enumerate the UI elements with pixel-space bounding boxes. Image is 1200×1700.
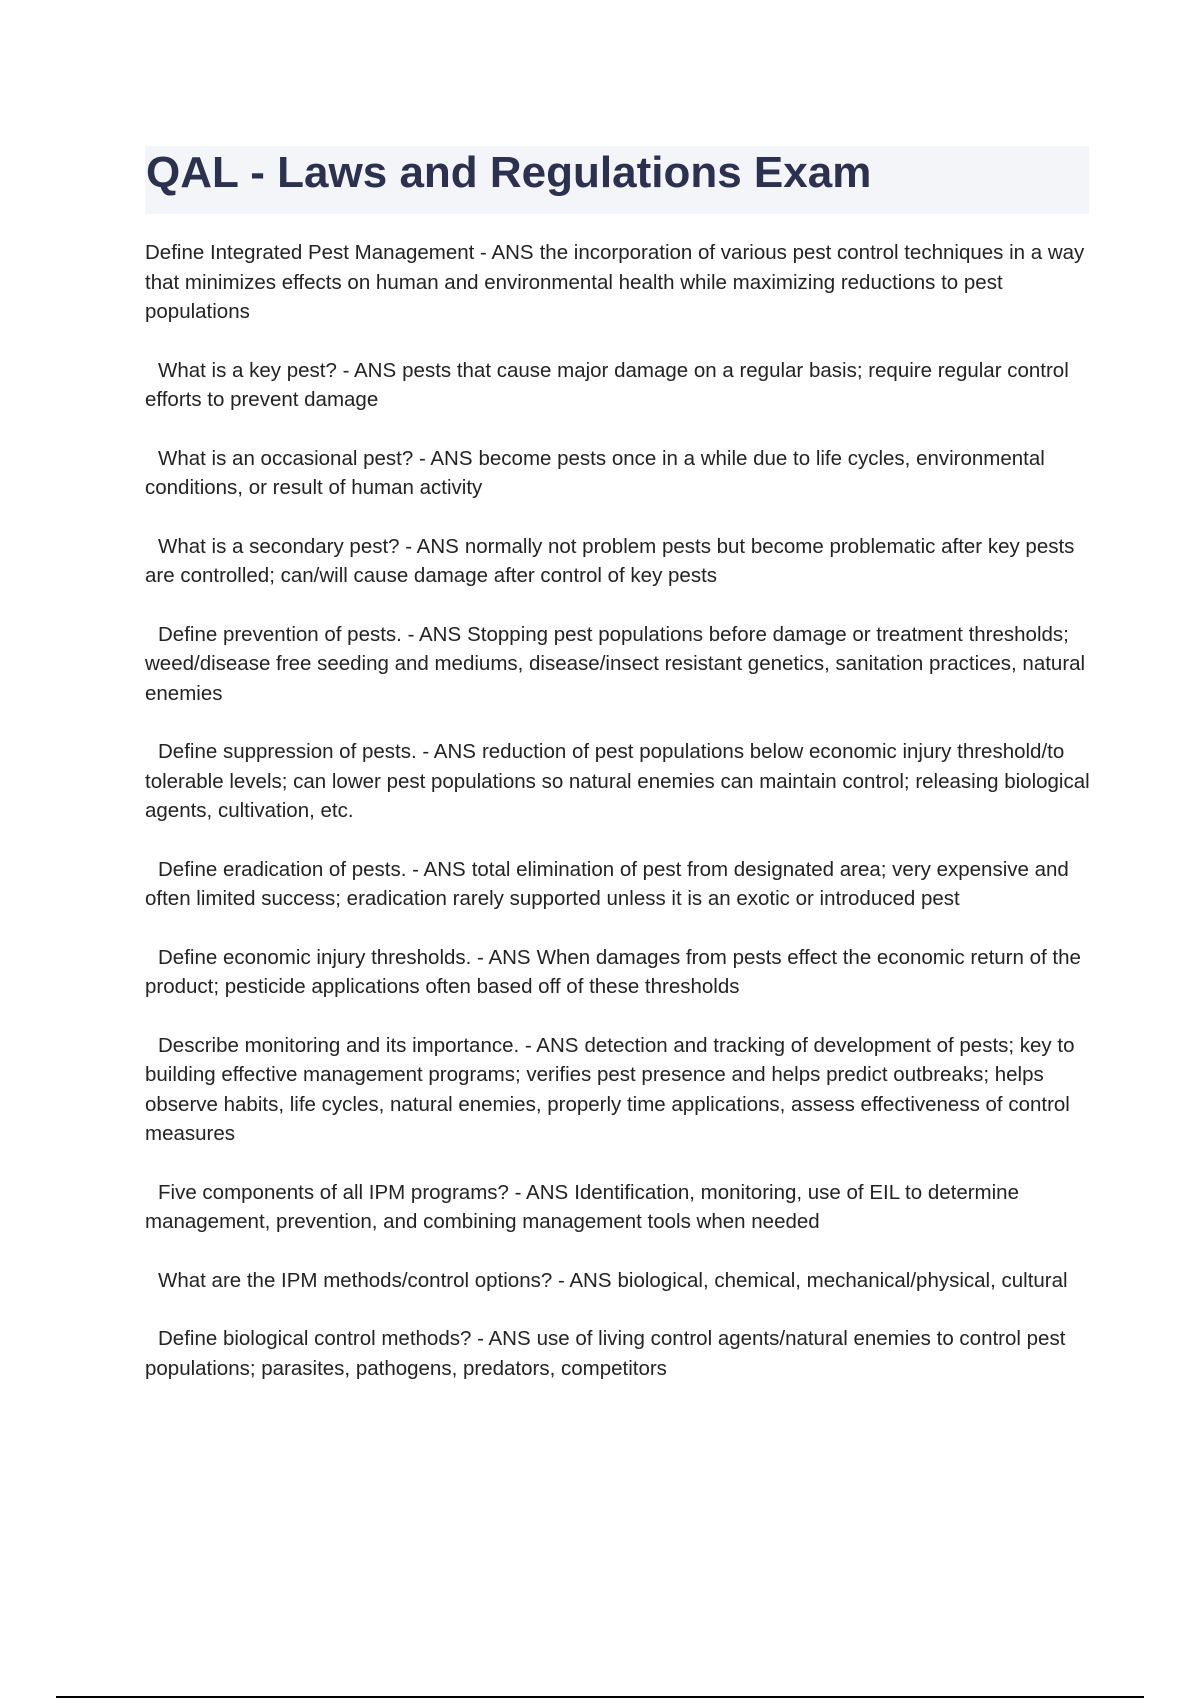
qa-item: Define economic injury thresholds. - ANS When damages from pests effect the economic return of the product; pesticide applications often based off of these thresholds <box>145 945 1081 998</box>
answer-text: total elimination of pest from designated area; very expensive and often limited success; eradication rarely supported unless it is an exotic or introduced pest <box>145 857 1069 910</box>
answer-marker: ANS <box>433 740 476 763</box>
question-text: What are the IPM methods/control options? <box>158 1268 553 1292</box>
qa-item: Five components of all IPM programs? - ANS Identification, monitoring, use of EIL to determine management, prevention, and combining management tools when needed <box>145 1180 1019 1233</box>
question-text: What is a secondary pest? <box>158 534 400 558</box>
qa-item: Define prevention of pests. - ANS Stopping pest populations before damage or treatment thresholds; weed/disease free seeding and mediums, disease/insect resistant genetics, sanitation practices, natural enemies <box>145 622 1086 705</box>
answer-marker: ANS <box>536 1033 579 1057</box>
qa-item: Define eradication of pests. - ANS total elimination of pest from designated area; very expensive and often limited success; eradication rarely supported unless it is an exotic or introduced pest <box>145 857 1069 910</box>
question-text: Define prevention of pests. <box>158 622 402 646</box>
answer-text: pests that cause major damage on a regular basis; require regular control efforts to prevent damage <box>145 358 1069 411</box>
answer-text: Stopping pest populations before damage or treatment thresholds; weed/disease free seeding and mediums, disease/insect resistant genetics, sanitation practices, natural enemies <box>145 622 1086 705</box>
answer-text: normally not problem pests but become problematic after key pests are controlled; can/will cause damage after control of key pests <box>145 534 1075 587</box>
question-text: Define Integrated Pest Management <box>145 241 475 264</box>
footer-rule <box>56 1696 1144 1698</box>
answer-marker: ANS <box>416 534 459 558</box>
question-text: Define eradication of pests. <box>158 857 407 881</box>
question-text: Define biological control methods? <box>158 1327 472 1350</box>
question-text: What is an occasional pest? <box>158 446 414 470</box>
question-text: Describe monitoring and its importance. <box>158 1033 520 1057</box>
answer-marker: ANS <box>418 622 462 646</box>
qa-item: What is a secondary pest? - ANS normally not problem pests but become problematic after key pests are controlled; can/will cause damage after control of key pests <box>145 534 1075 587</box>
answer-text: biological, chemical, mechanical/physical, cultural <box>617 1268 1068 1292</box>
answer-marker: ANS <box>430 446 473 470</box>
qa-item: What is an occasional pest? - ANS become pests once in a while due to life cycles, environmental conditions, or result of human activity <box>145 446 1045 499</box>
question-text: Define economic injury thresholds. <box>158 945 472 969</box>
answer-marker: ANS <box>488 1327 531 1350</box>
answer-marker: ANS <box>423 857 466 881</box>
question-text: What is a key pest? <box>158 358 337 382</box>
qa-item: Define biological control methods? - ANS use of living control agents/natural enemies to control pest populations; parasites, pathogens, predators, competitors <box>145 1327 1066 1380</box>
answer-marker: ANS <box>488 945 531 969</box>
answer-marker: ANS <box>491 241 534 264</box>
qa-item: What is a key pest? - ANS pests that cause major damage on a regular basis; require regular control efforts to prevent damage <box>145 358 1069 411</box>
page-title: QAL - Laws and Regulations Exam <box>146 148 872 197</box>
answer-text: When damages from pests effect the economic return of the product; pesticide applications often based off of these thresholds <box>145 945 1081 998</box>
qa-item: Define suppression of pests. - ANS reduction of pest populations below economic injury threshold/to tolerable levels; can lower pest populations so natural enemies can maintain control; releasing biological agents, cultivation, etc. <box>145 740 1090 822</box>
answer-text: become pests once in a while due to life cycles, environmental conditions, or result of human activity <box>145 446 1045 499</box>
question-text: Five components of all IPM programs? <box>158 1180 509 1204</box>
qa-item: Describe monitoring and its importance. - ANS detection and tracking of development of pests; key to building effective management programs; verifies pest presence and helps predict outbreaks; helps observe habits, life cycles, natural enemies, properly time applications, assess effectiveness of control measures <box>145 1033 1075 1145</box>
qa-list <box>145 238 1091 1412</box>
qa-item: What are the IPM methods/control options? - ANS biological, chemical, mechanical/physical, cultural <box>158 1268 1068 1292</box>
answer-marker: ANS <box>526 1180 569 1204</box>
qa-item: Define Integrated Pest Management - ANS the incorporation of various pest control techniques in a way that minimizes effects on human and environmental health while maximizing reductions to pest populations <box>145 241 1085 323</box>
answer-text: reduction of pest populations below economic injury threshold/to tolerable levels; can lower pest populations so natural enemies can maintain control; releasing biological agents, cultivation, etc. <box>145 740 1090 822</box>
answer-marker: ANS <box>569 1268 612 1292</box>
question-text: Define suppression of pests. <box>158 740 417 763</box>
answer-text: Identification, monitoring, use of EIL to determine management, prevention, and combining management tools when needed <box>145 1180 1019 1233</box>
answer-text: detection and tracking of development of pests; key to building effective management programs; verifies pest presence and helps predict outbreaks; helps observe habits, life cycles, natural enemies, properly time applications, assess effectiveness of control measures <box>145 1033 1075 1145</box>
answer-text: the incorporation of various pest control techniques in a way that minimizes effects on human and environmental health while maximizing reductions to pest populations <box>145 241 1085 323</box>
answer-marker: ANS <box>353 358 397 382</box>
answer-text: use of living control agents/natural enemies to control pest populations; parasites, pathogens, predators, competitors <box>145 1327 1066 1380</box>
